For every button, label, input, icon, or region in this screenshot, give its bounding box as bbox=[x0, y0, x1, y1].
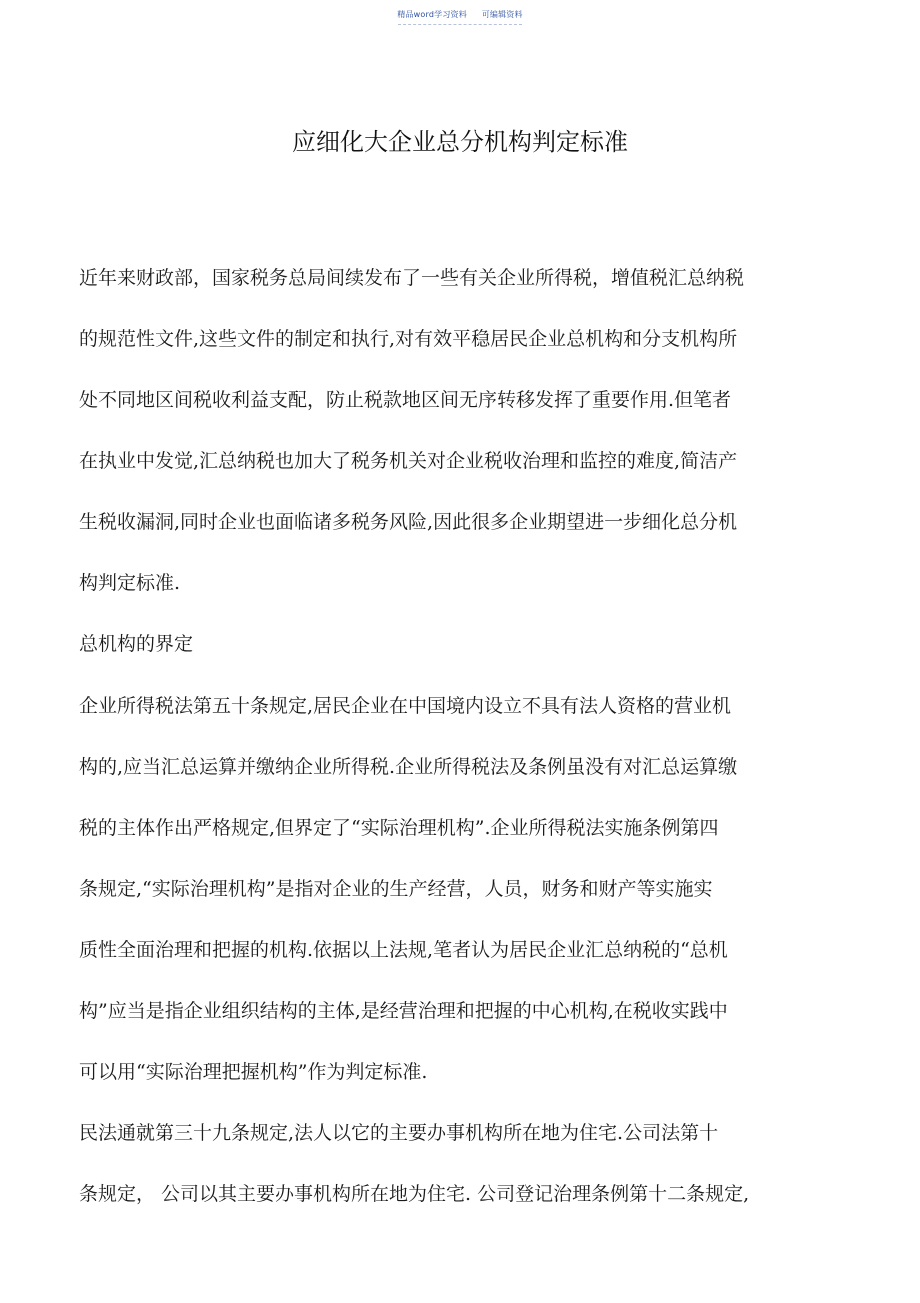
body-line: 的规范性文件,这些文件的制定和执行,对有效平稳居民企业总机构和分支机构所 bbox=[79, 328, 738, 350]
body-line: 在执业中发觉,汇总纳税也加大了税务机关对企业税收治理和监控的难度,简洁产 bbox=[79, 450, 738, 472]
body-line: 民法通就第三十九条规定,法人以它的主要办事机构所在地为住宅.公司法第十 bbox=[79, 1122, 719, 1144]
header-right-text: 可编辑资料 bbox=[481, 10, 523, 19]
header-divider bbox=[398, 24, 522, 25]
body-line: 近年来财政部，国家税务总局间续发布了一些有关企业所得税，增值税汇总纳税 bbox=[79, 267, 745, 289]
body-line: 条规定,“实际治理机构”是指对企业的生产经营，人员，财务和财产等实施实 bbox=[79, 878, 713, 900]
body-line: 条规定， 公司以其主要办事机构所在地为住宅. 公司登记治理条例第十二条规定, bbox=[79, 1183, 750, 1205]
document-title: 应细化大企业总分机构判定标准 bbox=[292, 128, 628, 156]
page-header bbox=[0, 9, 920, 20]
body-line: 质性全面治理和把握的机构.依据以上法规,笔者认为居民企业汇总纳税的“总机 bbox=[79, 939, 728, 961]
body-line: 构判定标准. bbox=[79, 572, 181, 594]
body-line: 生税收漏洞,同时企业也面临诸多税务风险,因此很多企业期望进一步细化总分机 bbox=[79, 511, 738, 533]
section-heading: 总机构的界定 bbox=[79, 633, 194, 655]
body-line: 税的主体作出严格规定,但界定了“实际治理机构”.企业所得税法实施条例第四 bbox=[79, 817, 719, 839]
body-line: 企业所得税法第五十条规定,居民企业在中国境内设立不具有法人资格的营业机 bbox=[79, 695, 732, 717]
body-line: 可以用“实际治理把握机构”作为判定标准. bbox=[79, 1061, 428, 1083]
body-line: 构的,应当汇总运算并缴纳企业所得税.企业所得税法及条例虽没有对汇总运算缴 bbox=[79, 756, 738, 778]
body-line: 构”应当是指企业组织结构的主体,是经营治理和把握的中心机构,在税收实践中 bbox=[79, 1000, 728, 1022]
body-line: 处不同地区间税收利益支配，防止税款地区间无序转移发挥了重要作用.但笔者 bbox=[79, 389, 732, 411]
header-left-text: 精品word学习资料 bbox=[397, 10, 467, 19]
